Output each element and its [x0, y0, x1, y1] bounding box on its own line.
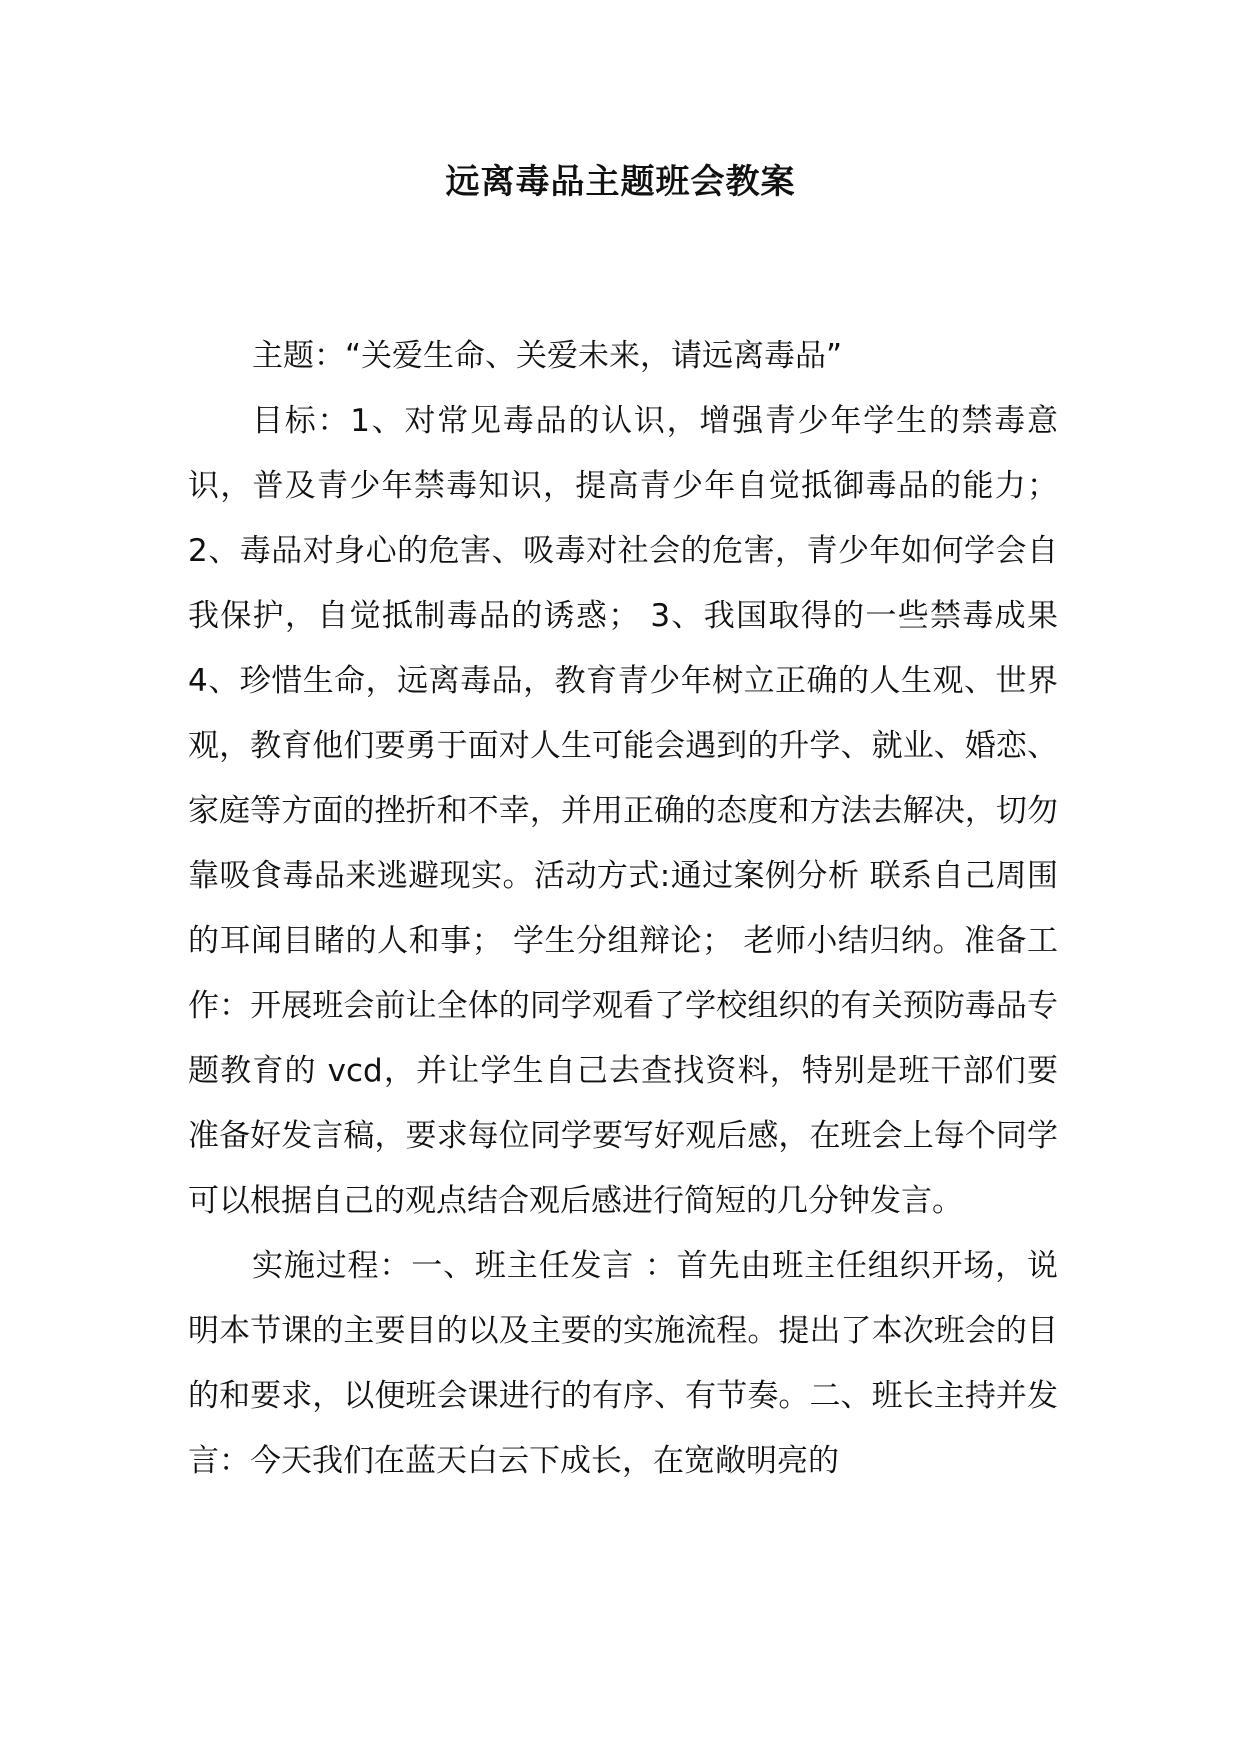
paragraph-process: 实施过程：一、班主任发言 ：首先由班主任组织开场，说明本节课的主要目的以及主要的实施流程。提出了本次班会的目的和要求，以便班会课进行的有序、有节奏。二、班长主持并发言：今天我们在蓝天白云下成长，在宽敞明亮的 [188, 1248, 1058, 1479]
paragraph-goals: 目标：1、对常见毒品的认识，增强青少年学生的禁毒意识，普及青少年禁毒知识，提高青少年自觉抵御毒品的能力； 2、毒品对身心的危害、吸毒对社会的危害，青少年如何学会自我保护，自觉抵制毒品的诱惑； 3、我国取得的一些禁毒成果 4、珍惜生命，远离毒品，教育青少年树立正确的人生观、世界观，教育他们要勇于面对人生可能会遇到的升学、就业、婚恋、家庭等方面的挫折和不幸，并用正确的态度和方法去解决，切勿靠吸食毒品来逃避现实。活动方式:通过案例分析 联系自己周围的耳闻目睹的人和事； 学生分组辩论； 老师小结归纳。准备工作：开展班会前让全体的同学观看了学校组织的有关预防毒品专题教育的 vcd，并让学生自己去查找资料，特别是班干部们要准备好发言稿，要求每位同学要写好观后感，在班会上每个同学可以根据自己的观点结合观后感进行简短的几分钟发言。 [188, 403, 1058, 1219]
paragraph-theme: 主题：“关爱生命、关爱未来，请远离毒品” [252, 338, 843, 374]
document-body [188, 324, 1058, 1494]
document-title: 远离毒品主题班会教案 [445, 162, 796, 202]
